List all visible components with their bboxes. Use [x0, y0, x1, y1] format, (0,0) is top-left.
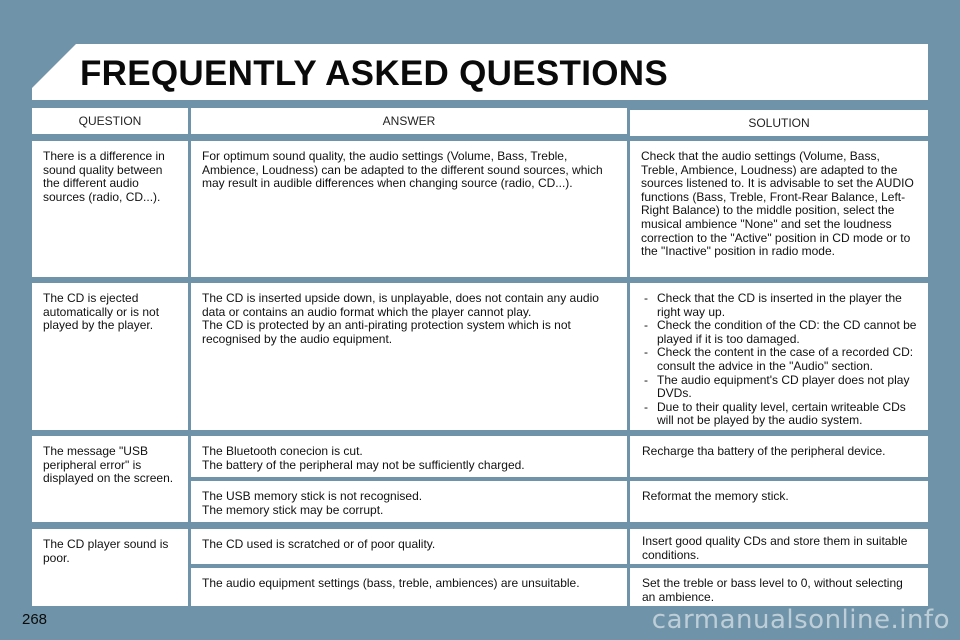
row4b-answer-text: The audio equipment settings (bass, treble, ambiences) are unsuitable. [202, 576, 580, 590]
row3b-answer [191, 481, 627, 522]
row2-solution [630, 283, 928, 430]
page-number: 268 [22, 611, 48, 628]
solution-list-item: - The audio equipment's CD player does not play DVDs. [642, 374, 918, 401]
watermark: carmanualsonline.info [651, 605, 950, 635]
row3-question [32, 436, 188, 522]
row2-question [32, 283, 188, 430]
row4b-solution-text: Set the treble or bass level to 0, without selecting an ambience. [642, 576, 903, 604]
row3a-answer [191, 436, 627, 477]
header-question: QUESTION [32, 108, 188, 134]
row3a-answer-line: The battery of the peripheral may not be sufficiently charged. [202, 457, 525, 472]
row4a-answer [191, 529, 627, 564]
header-answer: ANSWER [191, 108, 627, 134]
row2-answer-line: The CD is inserted upside down, is unplayable, does not contain any audio data or contains an audio format which the player cannot play. [202, 291, 599, 319]
row1-answer [191, 141, 627, 277]
row1-question-text: There is a difference in sound quality between the different audio sources (radio, CD...). [43, 149, 165, 204]
row4a-solution [630, 529, 928, 564]
row3a-solution [630, 436, 928, 477]
row3b-answer-line: The memory stick may be corrupt. [202, 502, 384, 517]
row3b-answer-line: The USB memory stick is not recognised. [202, 489, 423, 503]
solution-list-item: - Check the condition of the CD: the CD cannot be played if it is too damaged. [642, 319, 918, 346]
row3b-solution-text: Reformat the memory stick. [642, 489, 789, 503]
row1-solution [630, 141, 928, 277]
row4a-solution-text: Insert good quality CDs and store them in suitable conditions. [642, 534, 908, 562]
page-title: FREQUENTLY ASKED QUESTIONS [80, 54, 668, 93]
row2-answer [191, 283, 627, 430]
row2-question-text: The CD is ejected automatically or is not played by the player. [43, 291, 160, 333]
row2-solution-list [642, 292, 918, 428]
row4-question-text: The CD player sound is poor. [43, 537, 169, 565]
row2-answer-line: The CD is protected by an anti-pirating protection system which is not recognised by the audio equipment. [202, 318, 571, 346]
row1-answer-text: For optimum sound quality, the audio settings (Volume, Bass, Treble, Ambience, Loudness) can be adapted to the different sound sources, which may result in audible differences when changing source (radio, CD...). [202, 149, 603, 191]
row3b-solution [630, 481, 928, 522]
row4b-solution [630, 568, 928, 606]
row1-question [32, 141, 188, 277]
row4b-answer [191, 568, 627, 606]
row3a-answer-line: The Bluetooth conecion is cut. [202, 444, 363, 458]
row4-question [32, 529, 188, 606]
header-solution: SOLUTION [630, 110, 928, 136]
solution-list-item: - Due to their quality level, certain writeable CDs will not be played by the audio system. [642, 401, 918, 428]
row1-solution-text: Check that the audio settings (Volume, Bass, Treble, Ambience, Loudness) are adapted to the sources listened to. It is advisable to set the AUDIO functions (Bass, Treble, Front-Rear Balance, Left-Right Balance) to the middle position, select the musical ambience "None" and set the loudness correction to the "Active" position in CD mode or to the "Inactive" position in radio mode. [641, 149, 914, 259]
row3-question-text: The message "USB peripheral error" is displayed on the screen. [43, 444, 174, 486]
row4a-answer-text: The CD used is scratched or of poor quality. [202, 537, 436, 551]
row3a-solution-text: Recharge tha battery of the peripheral device. [642, 444, 886, 458]
solution-list-item: - Check that the CD is inserted in the player the right way up. [642, 292, 918, 319]
solution-list-item: - Check the content in the case of a recorded CD: consult the advice in the "Audio" section. [642, 346, 918, 373]
